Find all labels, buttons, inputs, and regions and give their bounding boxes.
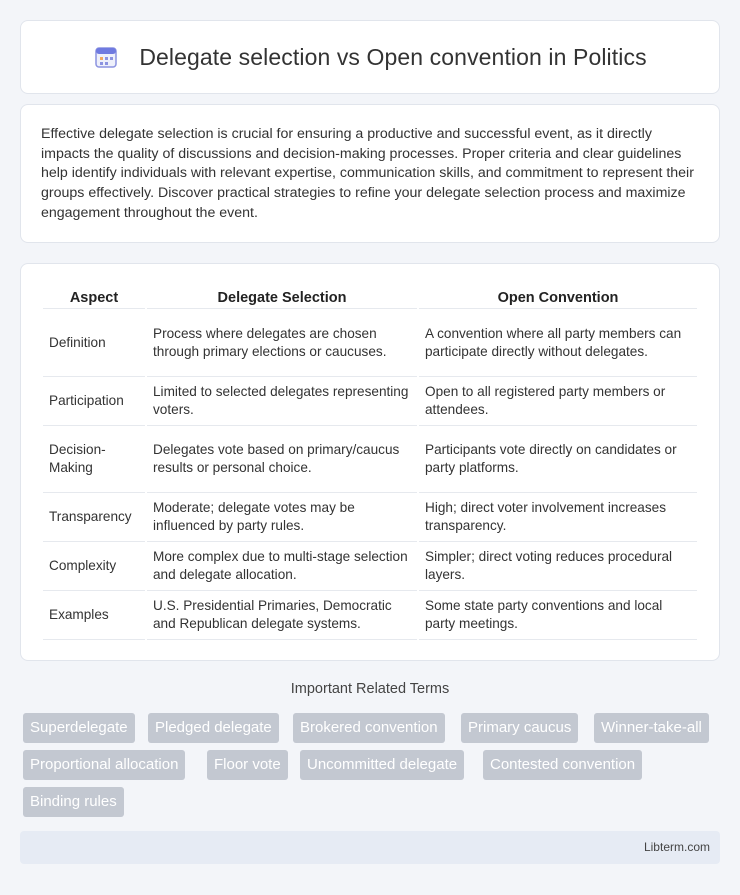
row-delegate-selection: More complex due to multi-stage selection and delegate allocation. [147,542,417,591]
table-row [43,309,697,377]
header-card [20,20,720,94]
table-row [43,426,697,493]
tag-floor-vote[interactable]: Floor vote [207,750,288,780]
row-aspect: Participation [43,377,145,426]
row-delegate-selection: U.S. Presidential Primaries, Democratic and Republican delegate systems. [147,591,417,640]
table-header-row [43,284,697,309]
table-row [43,542,697,591]
footer [20,831,720,864]
row-aspect: Transparency [43,493,145,542]
row-aspect: Complexity [43,542,145,591]
tag-winner-take-all[interactable]: Winner-take-all [594,713,709,743]
comparison-table [41,284,699,640]
comparison-table-card [20,263,720,661]
column-header-aspect: Aspect [43,284,145,309]
row-aspect: Definition [43,309,145,377]
calendar-icon [93,44,119,70]
row-open-convention: Participants vote directly on candidates or party platforms. [419,426,697,493]
row-aspect: Examples [43,591,145,640]
tag-brokered-convention[interactable]: Brokered convention [293,713,445,743]
row-delegate-selection: Delegates vote based on primary/caucus results or personal choice. [147,426,417,493]
tag-superdelegate[interactable]: Superdelegate [23,713,135,743]
row-aspect: Decision-Making [43,426,145,493]
tag-binding-rules[interactable]: Binding rules [23,787,124,817]
related-terms-title: Important Related Terms [290,681,450,697]
row-open-convention: High; direct voter involvement increases transparency. [419,493,697,542]
table-row [43,493,697,542]
column-header-open-convention: Open Convention [419,284,697,309]
table-row [43,591,697,640]
footer-site-link[interactable]: Libterm.com [643,840,710,854]
intro-text: Effective delegate selection is crucial for ensuring a productive and successful event, as it directly impacts the quality of discussions and decision-making processes. Proper criteria and clear guidelines help identify individuals with relevant expertise, communication skills, and commitment to represent their groups effectively. Discover practical strategies to refine your delegate selection process and maximize engagement throughout the event. [41,126,694,221]
row-open-convention: Some state party conventions and local party meetings. [419,591,697,640]
row-delegate-selection: Moderate; delegate votes may be influenced by party rules. [147,493,417,542]
tag-contested-convention[interactable]: Contested convention [483,750,642,780]
tag-primary-caucus[interactable]: Primary caucus [461,713,578,743]
intro-card [20,104,720,243]
row-open-convention: A convention where all party members can participate directly without delegates. [419,309,697,377]
row-delegate-selection: Process where delegates are chosen through primary elections or caucuses. [147,309,417,377]
page-title: Delegate selection vs Open convention in Politics [139,43,647,70]
row-open-convention: Simpler; direct voting reduces procedural layers. [419,542,697,591]
column-header-delegate-selection: Delegate Selection [147,284,417,309]
tag-uncommitted-delegate[interactable]: Uncommitted delegate [300,750,464,780]
row-delegate-selection: Limited to selected delegates representing voters. [147,377,417,426]
tag-proportional-allocation[interactable]: Proportional allocation [23,750,185,780]
tag-pledged-delegate[interactable]: Pledged delegate [148,713,279,743]
row-open-convention: Open to all registered party members or attendees. [419,377,697,426]
table-row [43,377,697,426]
